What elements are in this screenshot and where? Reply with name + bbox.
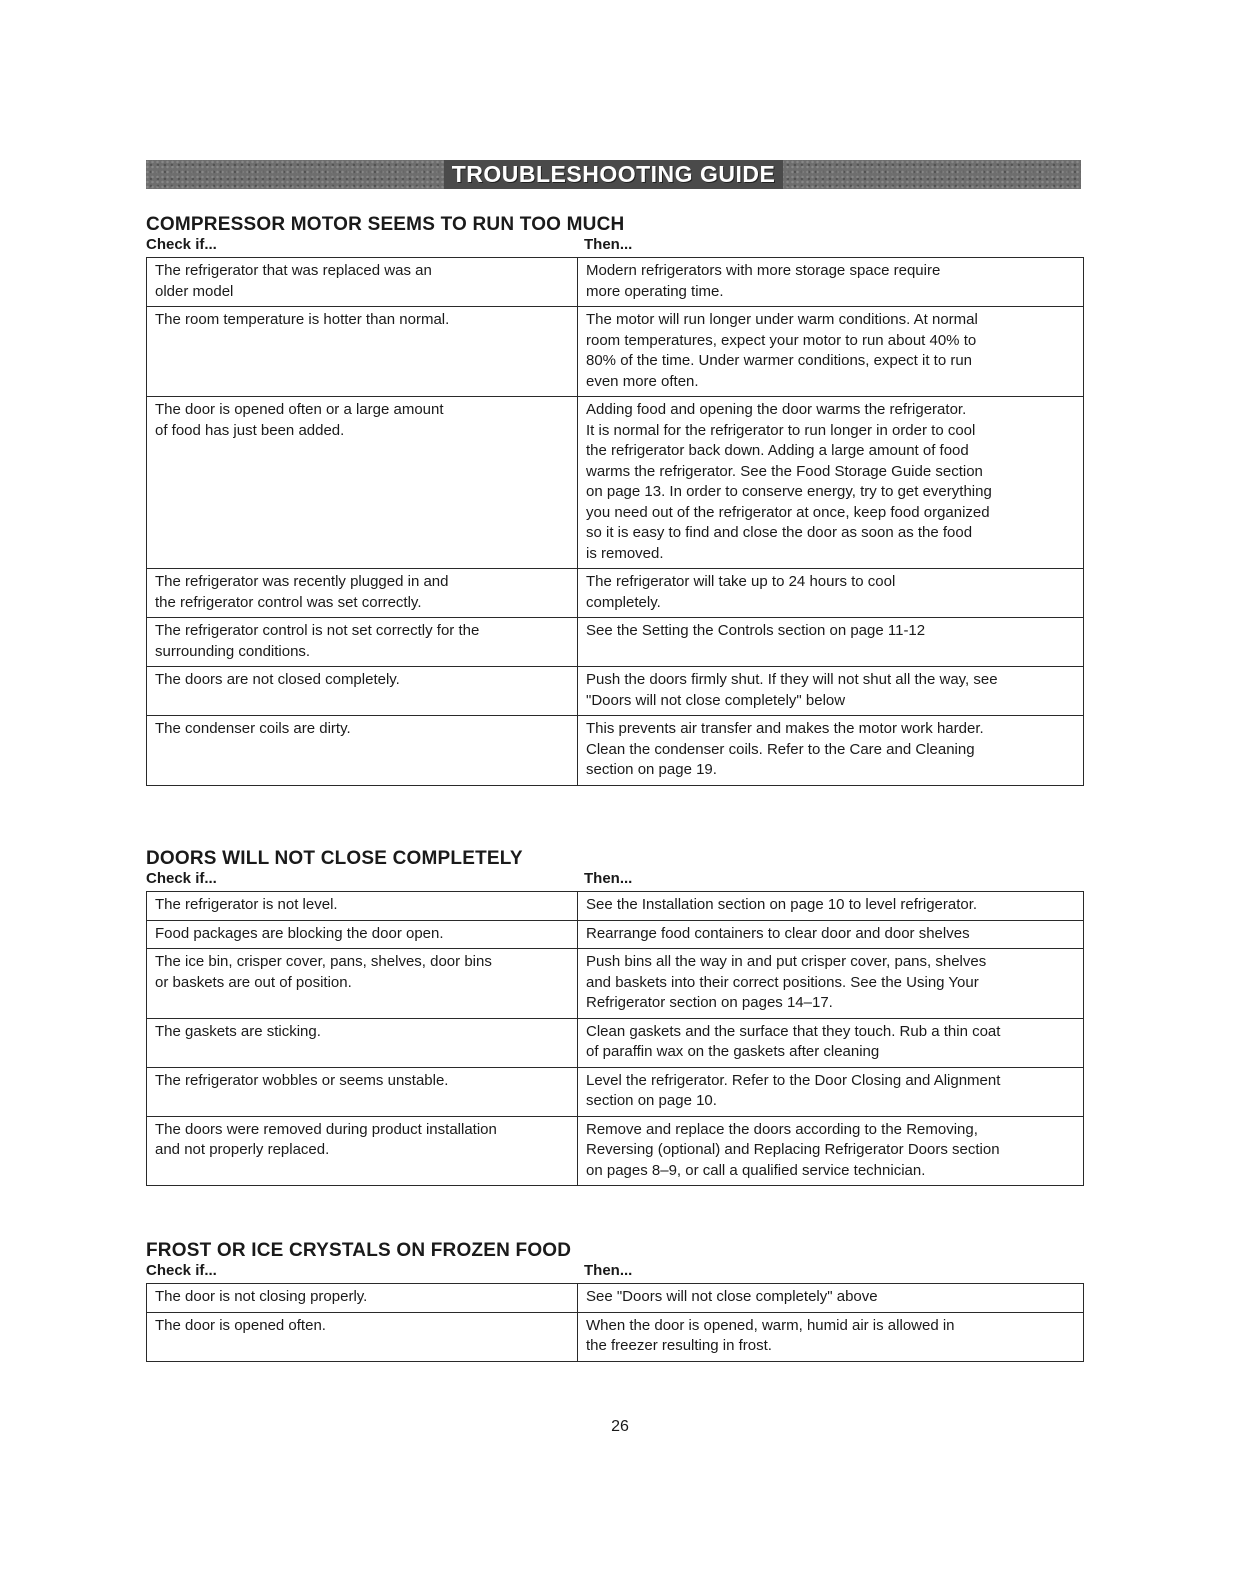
table-row <box>147 1284 1084 1313</box>
table-row <box>147 949 1084 1019</box>
check-cell: Food packages are blocking the door open. <box>147 920 578 949</box>
check-cell: The door is opened often. <box>147 1312 578 1361</box>
table-row <box>147 1018 1084 1067</box>
check-cell: The doors were removed during product installation and not properly replaced. <box>147 1116 578 1186</box>
table-row <box>147 1312 1084 1361</box>
section-title: COMPRESSOR MOTOR SEEMS TO RUN TOO MUCH <box>146 214 625 235</box>
then-header: Then... <box>584 1262 633 1279</box>
check-cell: The refrigerator wobbles or seems unstable. <box>147 1067 578 1116</box>
troubleshooting-table <box>146 1283 1084 1362</box>
then-cell: Modern refrigerators with more storage space require more operating time. <box>578 258 1084 307</box>
then-cell: Push the doors firmly shut. If they will not shut all the way, see "Doors will not close completely" below <box>578 667 1084 716</box>
then-cell: When the door is opened, warm, humid air is allowed in the freezer resulting in frost. <box>578 1312 1084 1361</box>
check-cell: The ice bin, crisper cover, pans, shelves, door bins or baskets are out of position. <box>147 949 578 1019</box>
check-header: Check if... <box>146 1262 217 1279</box>
section-title: FROST OR ICE CRYSTALS ON FROZEN FOOD <box>146 1240 572 1261</box>
section-compressor <box>146 214 1084 786</box>
check-header: Check if... <box>146 236 217 253</box>
check-cell: The door is not closing properly. <box>147 1284 578 1313</box>
check-cell: The doors are not closed completely. <box>147 667 578 716</box>
column-headers <box>146 1262 1084 1280</box>
column-headers <box>146 236 1084 254</box>
column-headers <box>146 870 1084 888</box>
table-row <box>147 892 1084 921</box>
then-cell: See "Doors will not close completely" above <box>578 1284 1084 1313</box>
then-cell: The refrigerator will take up to 24 hours to cool completely. <box>578 569 1084 618</box>
guide-banner <box>146 160 1081 189</box>
section-frost <box>146 1240 1084 1362</box>
section-doors <box>146 848 1084 1186</box>
table-row <box>147 667 1084 716</box>
section-title: DOORS WILL NOT CLOSE COMPLETELY <box>146 848 523 869</box>
then-cell: The motor will run longer under warm conditions. At normal room temperatures, expect your motor to run about 40% to 80% of the time. Under warmer conditions, expect it to run even more often. <box>578 307 1084 397</box>
then-cell: Clean gaskets and the surface that they touch. Rub a thin coat of paraffin wax on the gaskets after cleaning <box>578 1018 1084 1067</box>
then-cell: Level the refrigerator. Refer to the Door Closing and Alignment section on page 10. <box>578 1067 1084 1116</box>
then-cell: See the Setting the Controls section on page 11-12 <box>578 618 1084 667</box>
table-row <box>147 397 1084 569</box>
table-row <box>147 618 1084 667</box>
check-cell: The refrigerator is not level. <box>147 892 578 921</box>
troubleshooting-table <box>146 257 1084 786</box>
banner-title: TROUBLESHOOTING GUIDE <box>444 160 784 189</box>
table-row <box>147 1116 1084 1186</box>
then-cell: Push bins all the way in and put crisper cover, pans, shelves and baskets into their correct positions. See the Using Your Refrigerator section on pages 14–17. <box>578 949 1084 1019</box>
then-cell: Rearrange food containers to clear door and door shelves <box>578 920 1084 949</box>
check-header: Check if... <box>146 870 217 887</box>
table-row <box>147 258 1084 307</box>
check-cell: The room temperature is hotter than normal. <box>147 307 578 397</box>
then-header: Then... <box>584 870 633 887</box>
check-cell: The refrigerator was recently plugged in and the refrigerator control was set correctly. <box>147 569 578 618</box>
table-row <box>147 569 1084 618</box>
troubleshooting-table <box>146 891 1084 1186</box>
check-cell: The gaskets are sticking. <box>147 1018 578 1067</box>
then-cell: Remove and replace the doors according to the Removing, Reversing (optional) and Replacing Refrigerator Doors section on pages 8–9, or call a qualified service technician. <box>578 1116 1084 1186</box>
check-cell: The refrigerator control is not set correctly for the surrounding conditions. <box>147 618 578 667</box>
page-number: 26 <box>611 1418 629 1435</box>
table-row <box>147 716 1084 786</box>
check-cell: The door is opened often or a large amount of food has just been added. <box>147 397 578 569</box>
table-row <box>147 307 1084 397</box>
check-cell: The refrigerator that was replaced was an older model <box>147 258 578 307</box>
then-header: Then... <box>584 236 633 253</box>
table-row <box>147 920 1084 949</box>
then-cell: This prevents air transfer and makes the motor work harder. Clean the condenser coils. Refer to the Care and Cleaning section on page 19. <box>578 716 1084 786</box>
check-cell: The condenser coils are dirty. <box>147 716 578 786</box>
table-row <box>147 1067 1084 1116</box>
then-cell: See the Installation section on page 10 to level refrigerator. <box>578 892 1084 921</box>
then-cell: Adding food and opening the door warms the refrigerator. It is normal for the refrigerator to run longer in order to cool the refrigerator back down. Adding a large amount of food warms the refrigerator. See the Food Storage Guide section on page 13. In order to conserve energy, try to get everything you need out of the refrigerator at once, keep food organized so it is easy to find and close the door as soon as the food is removed. <box>578 397 1084 569</box>
